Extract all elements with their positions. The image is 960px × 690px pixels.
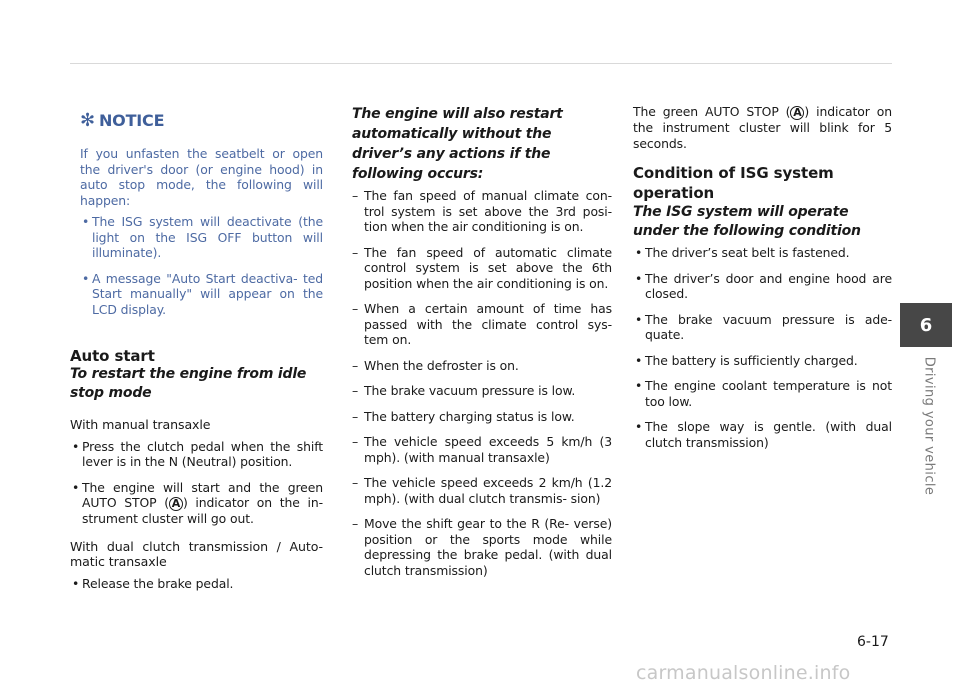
watermark: carmanualsonline.info — [636, 662, 851, 684]
auto-start-heading: Auto start — [70, 347, 155, 365]
notice-header — [80, 112, 323, 130]
list-item: • Press the clutch pedal when the shift lever is in the N (Neutral) position. — [72, 438, 323, 469]
chapter-label: Driving your vehicle — [921, 356, 937, 496]
condition-subheading: The ISG system will operate under the following condition — [633, 204, 861, 239]
list-item: – The vehicle speed exceeds 5 km/h (3 mph). (with manual transaxle) — [352, 434, 612, 465]
list-item: – The fan speed of automatic climate control system is set above the 6th position when the air conditioning is on. — [352, 244, 612, 291]
manual-transaxle-heading: With manual transaxle — [70, 417, 211, 432]
asterisk-notice-icon: ✻ — [80, 110, 95, 131]
list-item: • The brake vacuum pressure is ade- quate. — [635, 311, 892, 342]
list-item: – The brake vacuum pressure is low. — [352, 383, 576, 398]
manual-transaxle-list — [70, 439, 323, 527]
list-item: – When the defroster is on. — [352, 357, 519, 373]
notice-text: If you unfasten the seatbelt or open the driver's door (or engine hood) in auto stop mode, the following will happen: — [80, 146, 323, 208]
auto-stop-indicator-icon: A — [169, 497, 183, 511]
list-item: – The fan speed of manual climate con- trol system is set above the 3rd posi- tion when the air conditioning is on. — [352, 188, 612, 234]
list-item: • A message "Auto Start deactiva- ted Start manually" will appear on the LCD display. — [82, 270, 323, 317]
list-item: • The ISG system will deactivate (the light on the ISG OFF button will illuminate). — [82, 214, 323, 260]
auto-stop-indicator-icon: A — [790, 106, 804, 120]
right-column — [633, 104, 892, 450]
list-item: – Move the shift gear to the R (Re- verse) position or the sports mode while depressing the brake pedal. (with dual clutch transmission) — [352, 516, 612, 578]
restart-conditions-list — [352, 188, 612, 578]
dct-heading: With dual clutch transmission / Auto- matic transaxle — [70, 538, 323, 569]
notice-title: NOTICE — [98, 111, 165, 131]
left-column — [70, 100, 323, 591]
list-item: • The engine will start and the green AUTO STOP ( A ) indicator on the in- strument cluster will go out. — [72, 479, 323, 526]
dct-list — [70, 576, 323, 592]
list-item: • The battery is sufficiently charged. — [635, 352, 858, 368]
page-number: 6-17 — [857, 634, 889, 650]
list-item: • The driver’s seat belt is fastened. — [635, 245, 850, 260]
list-item: – The battery charging status is low. — [352, 408, 575, 424]
list-item: – When a certain amount of time has passed with the climate control sys- tem on. — [352, 301, 612, 347]
list-item: • Release the brake pedal. — [72, 575, 234, 591]
top-rule — [70, 63, 892, 64]
list-item: • The driver’s door and engine hood are closed. — [635, 270, 892, 301]
middle-column — [352, 104, 612, 588]
list-item: • The slope way is gentle. (with dual clutch transmission) — [635, 419, 892, 450]
chapter-tab: 6 — [900, 303, 952, 347]
green-indicator-text: The green AUTO STOP ( A ) indicator on the instrument cluster will blink for 5 seconds. — [633, 104, 892, 151]
also-restart-heading: The engine will also restart automatically without the driver’s any actions if the following occurs: — [352, 106, 563, 182]
auto-start-subheading: To restart the engine from idle stop mode — [70, 366, 307, 401]
condition-list — [633, 245, 892, 450]
condition-heading: Condition of ISG system operation — [633, 164, 834, 202]
list-item: • The engine coolant temperature is not too low. — [635, 378, 892, 409]
list-item: – The vehicle speed exceeds 2 km/h (1.2 mph). (with dual clutch transmis- sion) — [352, 475, 612, 506]
notice-list — [80, 214, 323, 317]
notice-box — [70, 146, 323, 317]
